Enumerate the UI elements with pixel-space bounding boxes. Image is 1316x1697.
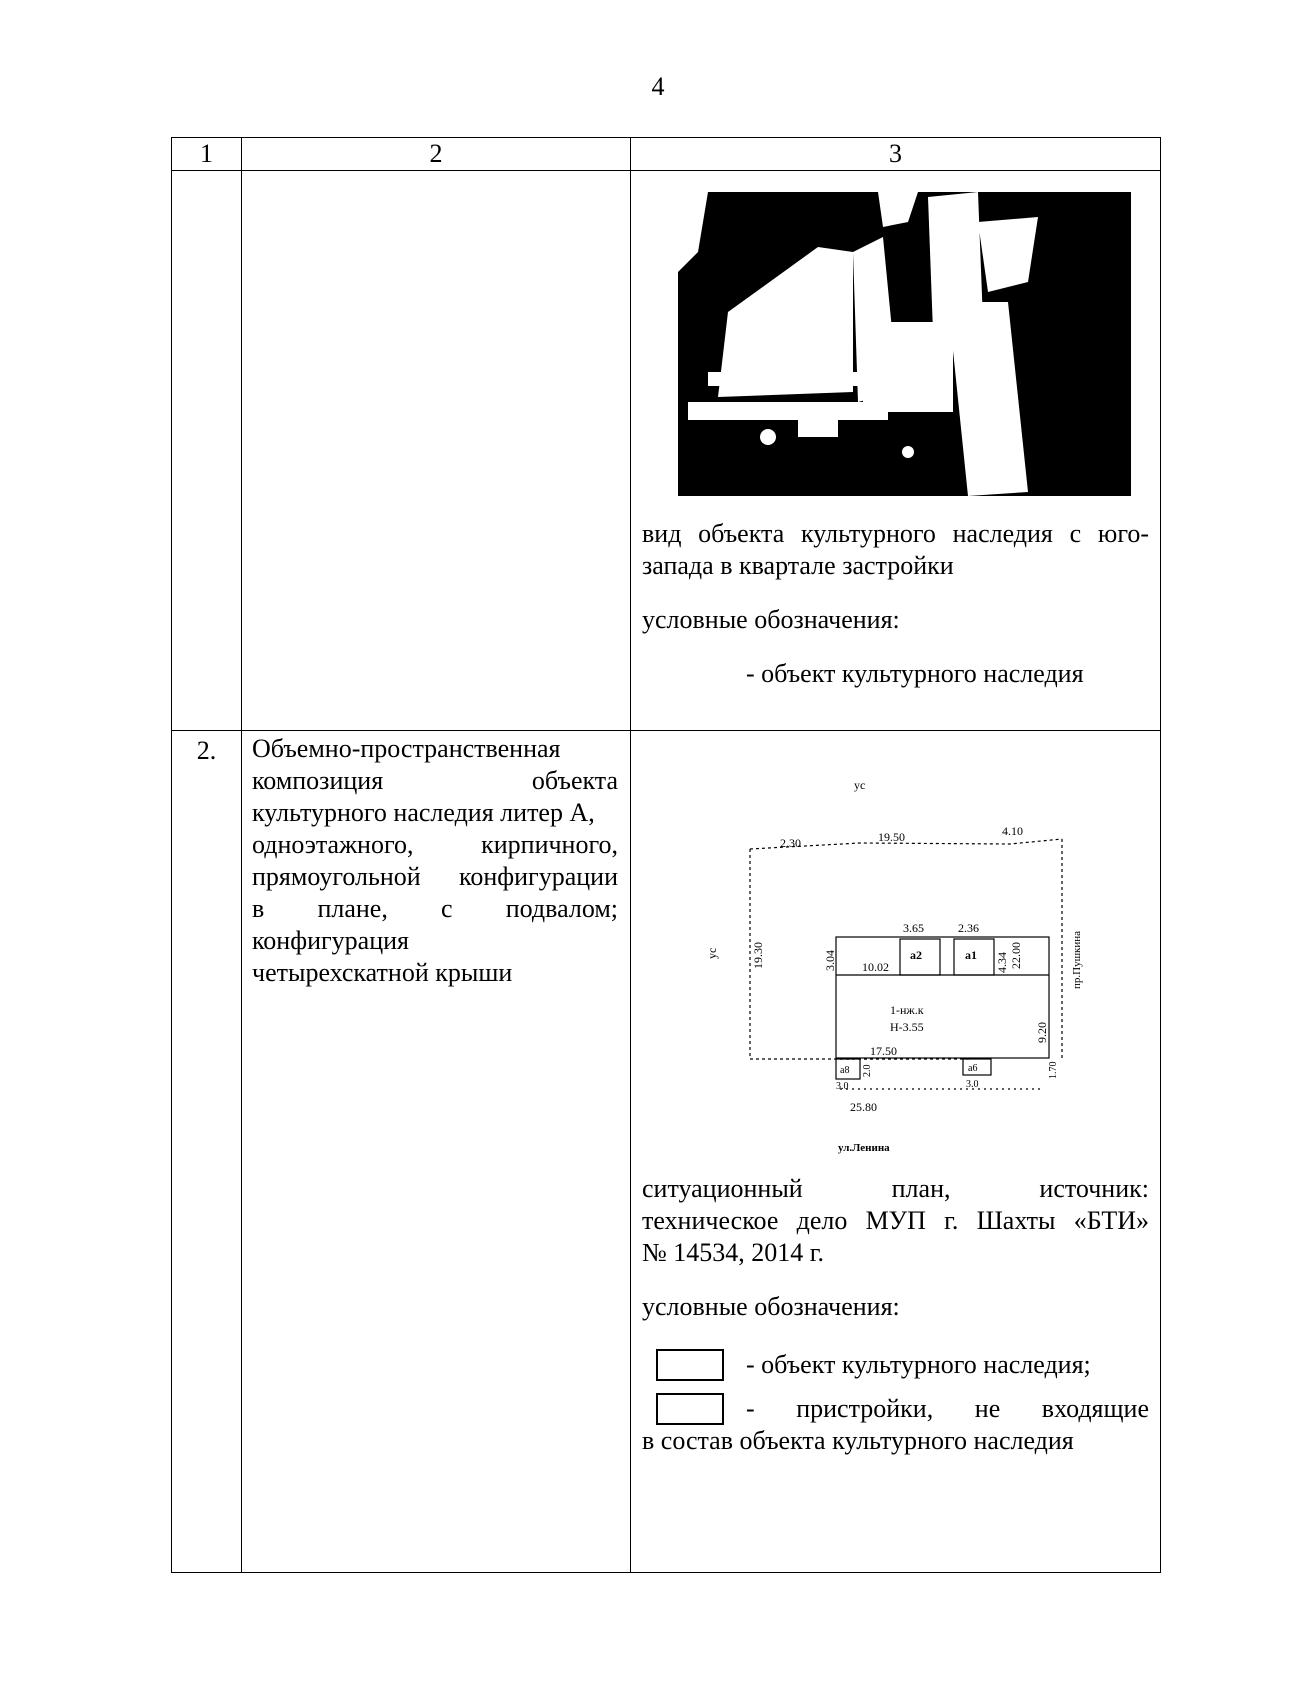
plan-room-label: а1 [965, 948, 977, 962]
plan-dim: 2.30 [780, 836, 801, 850]
plan-dim: 2.36 [958, 921, 979, 935]
row2-illustration-cell [631, 731, 1161, 1573]
legend-swatch-heritage [656, 1349, 724, 1381]
row1-legend-item: - объект культурного наследия [746, 659, 1084, 688]
caption-line: техническое дело МУП г. Шахты «БТИ» [642, 1206, 1149, 1235]
desc-line: Объемно-пространственная [252, 734, 561, 763]
plan-dim: 25.80 [850, 1100, 877, 1114]
legend-text-continued: в состав объекта культурного наследия [642, 1426, 1074, 1455]
legend-swatch-extensions [656, 1393, 724, 1425]
plan-dim: 4.10 [1002, 824, 1023, 838]
plan-main-label: 1-нж.к [890, 1003, 924, 1017]
table-row-1 [172, 171, 1161, 731]
header-cell-2: 2 [242, 138, 631, 171]
situational-plan [705, 759, 1094, 1159]
header-cell-1: 1 [172, 138, 242, 171]
plan-dim: 9.20 [1035, 1022, 1049, 1043]
caption-line: ситуационный план, источник: [642, 1174, 1149, 1203]
desc-line: в плане, с подвалом; [252, 894, 618, 923]
plan-street-right: пр.Пушкина [1071, 930, 1083, 989]
plan-dim: 2.0 [862, 1064, 873, 1077]
page-number: 4 [651, 72, 665, 101]
plan-street-bottom: ул.Ленина [838, 1142, 890, 1154]
desc-line: композиция объекта [252, 766, 618, 795]
row1-number-cell [172, 171, 242, 731]
table-row-2 [172, 731, 1161, 1573]
row1-legend-title: условные обозначения: [642, 605, 900, 634]
legend-text: - объект культурного наследия; [746, 1350, 1091, 1379]
legend-item-heritage [642, 1349, 1149, 1381]
row1-caption [642, 518, 1149, 582]
plan-label-top: ус [854, 778, 866, 792]
plan-dim: 3.04 [823, 950, 837, 971]
plan-label-left: ус [705, 947, 719, 959]
heritage-table [171, 137, 1161, 1573]
plan-dim: 1.70 [1048, 1061, 1059, 1079]
desc-line: четырехскатной крыши [252, 958, 513, 987]
plan-dim: 4.34 [995, 952, 1009, 973]
row2-caption [642, 1173, 1149, 1269]
desc-line: прямоугольной конфигурации [252, 862, 618, 891]
row2-number-cell: 2. [172, 731, 242, 1573]
legend-text: - пристройки, не входящие [746, 1394, 1149, 1423]
row1-caption-text: вид объекта культурного наследия с юго-запада в квартале застройки [642, 519, 1149, 580]
table-header-row [172, 138, 1161, 171]
plan-dim: 10.02 [862, 960, 889, 974]
aerial-photo [678, 192, 1131, 496]
header-cell-3: 3 [631, 138, 1161, 171]
row1-description-cell [242, 171, 631, 731]
plan-main-label: Н-3.55 [890, 1020, 924, 1034]
plan-dim: 3.0 [836, 1081, 849, 1092]
plan-dim: 3.0 [966, 1079, 979, 1090]
plan-dim: 17.50 [870, 1044, 897, 1058]
desc-line: культурного наследия литер А, [252, 798, 595, 827]
legend-item-extensions [642, 1393, 1149, 1425]
plan-dim: 19.30 [751, 942, 765, 969]
plan-dim: 19.50 [878, 830, 905, 844]
plan-room-label: а6 [968, 1063, 978, 1074]
desc-line: конфигурация [252, 926, 409, 955]
desc-line: одноэтажного, кирпичного, [252, 830, 618, 859]
row2-description-cell [242, 731, 631, 1573]
row1-illustration-cell [631, 171, 1161, 731]
plan-room-label: а8 [840, 1065, 850, 1076]
caption-line: № 14534, 2014 г. [642, 1238, 825, 1267]
row2-legend-title: условные обозначения: [642, 1292, 900, 1321]
plan-room-label: а2 [910, 948, 922, 962]
plan-dim: 22.00 [1009, 942, 1023, 969]
plan-dim: 3.65 [903, 921, 924, 935]
